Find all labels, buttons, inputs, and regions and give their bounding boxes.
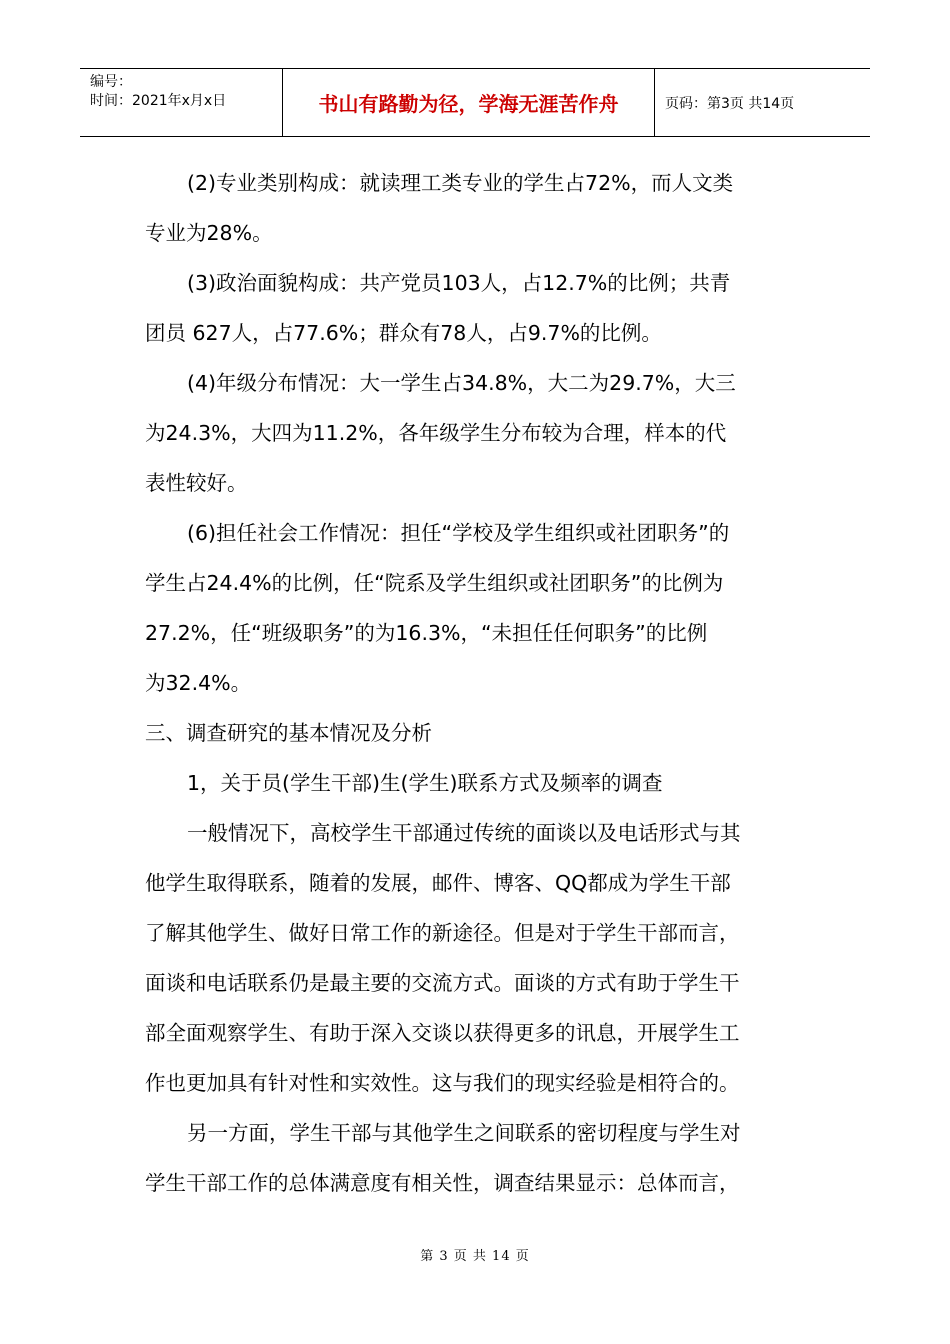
header-motto: 书山有路勤为径，学海无涯苦作舟 (283, 69, 655, 136)
line-11: 为32.4%。 (145, 671, 252, 695)
line-19: 作也更加具有针对性和实效性。这与我们的现实经验是相符合的。 (145, 1071, 740, 1095)
document-body (145, 158, 810, 1208)
subsection-heading: 1，关于员(学生干部)生(学生)联系方式及频率的调查 (187, 771, 663, 795)
line-1: (2)专业类别构成：就读理工类专业的学生占72%，而人文类 (187, 171, 734, 195)
line-2: 专业为28%。 (145, 221, 273, 245)
line-14: 一般情况下，高校学生干部通过传统的面谈以及电话形式与其 (187, 821, 741, 845)
line-8: (6)担任社会工作情况：担任“学校及学生组织或社团职务”的 (187, 521, 730, 545)
line-5: (4)年级分布情况：大一学生占34.8%，大二为29.7%，大三 (187, 371, 736, 395)
line-3: (3)政治面貌构成：共产党员103人，占12.7%的比例；共青 (187, 271, 731, 295)
number-label: 编号： (90, 74, 132, 90)
time-label: 时间：2021年x月x日 (90, 93, 227, 109)
line-4: 团员 627人，占77.6%；群众有78人，占9.7%的比例。 (145, 321, 662, 345)
header-page-info: 页码：第3页 共14页 (665, 95, 795, 112)
line-18: 部全面观察学生、有助于深入交谈以获得更多的讯息，开展学生工 (145, 1021, 740, 1045)
line-7: 表性较好。 (145, 471, 248, 495)
line-15: 他学生取得联系，随着的发展，邮件、博客、QQ都成为学生干部 (145, 871, 731, 895)
line-16: 了解其他学生、做好日常工作的新途径。但是对于学生干部而言， (145, 921, 740, 945)
line-21: 学生干部工作的总体满意度有相关性，调查结果显示：总体而言， (145, 1171, 740, 1195)
line-6: 为24.3%，大四为11.2%，各年级学生分布较为合理，样本的代 (145, 421, 727, 445)
header-meta (80, 69, 283, 136)
line-20: 另一方面，学生干部与其他学生之间联系的密切程度与学生对 (187, 1121, 741, 1145)
line-10: 27.2%，任“班级职务”的为16.3%，“未担任任何职务”的比例 (145, 621, 708, 645)
line-9: 学生占24.4%的比例，任“院系及学生组织或社团职务”的比例为 (145, 571, 724, 595)
line-17: 面谈和电话联系仍是最主要的交流方式。面谈的方式有助于学生干 (145, 971, 740, 995)
page-header (80, 68, 870, 137)
section-heading: 三、调查研究的基本情况及分析 (145, 721, 432, 745)
page-footer: 第 3 页 共 14 页 (420, 1249, 530, 1264)
